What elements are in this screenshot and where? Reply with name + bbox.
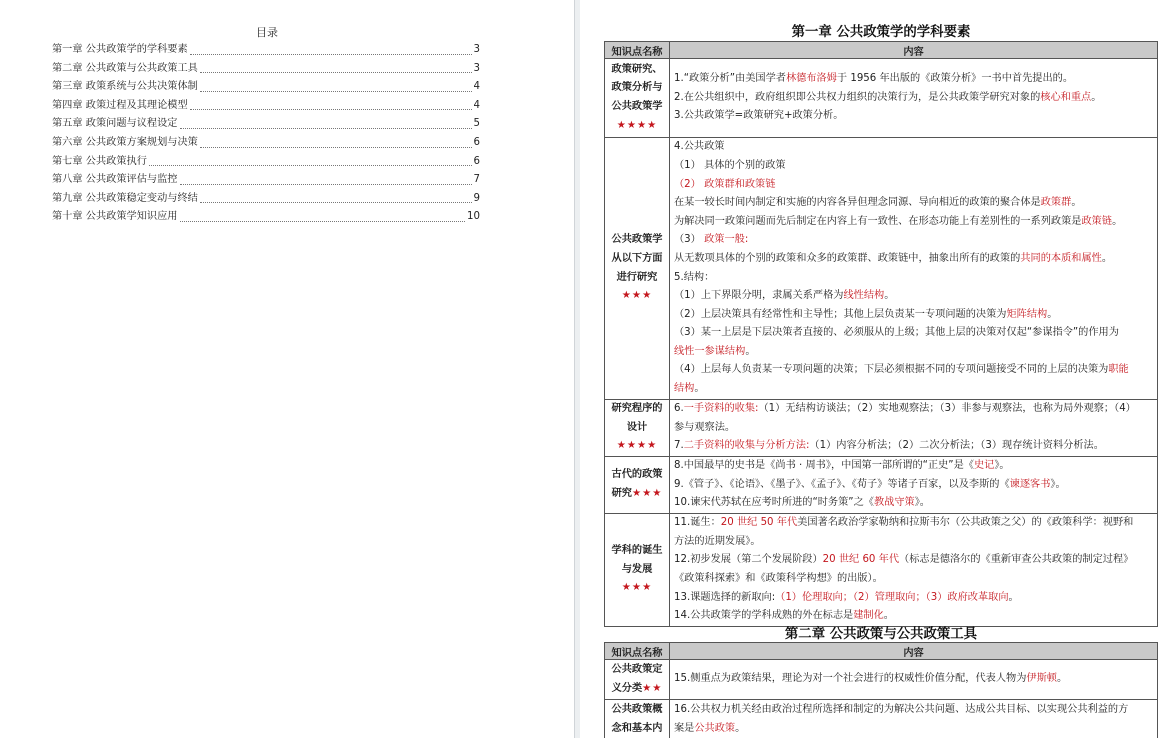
toc-entry-page: 5 — [473, 118, 480, 130]
toc-entry-page: 3 — [473, 62, 480, 74]
highlighted-text: 职能 — [1108, 364, 1129, 376]
content-line: 16.公共权力机关经由政治过程所选择和制定的为解决公共问题、达成公共目标、以实现公共利益的方 — [674, 703, 1129, 715]
table-row — [605, 400, 1158, 457]
topic-line: 设计 — [626, 421, 648, 433]
col-header-content: 内容 — [670, 643, 1158, 660]
content-cell — [670, 138, 1158, 400]
toc-leader-dots — [190, 108, 472, 110]
importance-stars: ★★★ — [631, 488, 663, 499]
content-text: （1）无结构访谈法；（2）实地观察法；（3）非参与观察法，也称为局外观察；（4） — [758, 403, 1136, 415]
content-text: 从无数项具体的个别的政策和众多的政策群、政策链中，抽象出所有的政策的 — [674, 252, 1021, 264]
content-line — [674, 551, 1153, 570]
highlighted-text: 史记 — [973, 460, 995, 472]
content-text: 于 1956 年出版的《政策分析》一书中首先提出的。 — [836, 73, 1074, 85]
highlighted-text: 谏逐客书 — [1009, 478, 1051, 490]
topic-line: 公共政策学 — [611, 234, 663, 246]
chapter-1-table — [604, 41, 1158, 627]
content-text: 11.诞生： — [674, 517, 721, 529]
content-line — [674, 70, 1153, 89]
content-line: （1） 具体的个别的政策 — [674, 159, 786, 171]
content-text: 。 — [1071, 197, 1082, 209]
highlighted-text: 核心和重点 — [1040, 91, 1092, 103]
toc-entry[interactable] — [52, 97, 480, 116]
content-text: 。 — [1101, 252, 1113, 264]
topic-line: 义分类 — [611, 682, 643, 694]
importance-stars: ★★★★ — [616, 119, 658, 131]
content-text: 》。 — [994, 460, 1010, 472]
content-text: 。 — [745, 345, 756, 357]
toc-leader-dots — [200, 90, 472, 92]
left-page — [0, 0, 574, 738]
importance-stars: ★★ — [642, 682, 663, 694]
toc-entry-label: 第五章 政策问题与议程设定 — [52, 118, 178, 130]
toc-entry-label: 第三章 政策系统与公共决策体制 — [52, 81, 198, 93]
highlighted-text: 公共政策 — [694, 722, 736, 734]
table-header-row — [605, 643, 1158, 660]
content-text: 。 — [1091, 91, 1102, 103]
content-line — [674, 361, 1153, 380]
content-cell — [670, 700, 1158, 738]
content-text: 15.侧重点为政策结果，理论为对一个社会进行的权威性价值分配，代表人物为 — [674, 673, 1027, 685]
content-text: （3） — [674, 234, 705, 246]
toc-entry-label: 第九章 公共政策稳定变动与终结 — [52, 192, 198, 204]
content-line — [674, 400, 1153, 419]
topic-line: 学科的诞生 — [611, 545, 663, 557]
toc-entry-page: 7 — [473, 174, 480, 186]
highlighted-text: 林德布洛姆 — [785, 73, 837, 85]
topic-line: 与发展 — [621, 563, 653, 575]
toc-leader-dots — [180, 127, 472, 129]
content-text: 13.课题选择的新取向: — [674, 591, 776, 603]
content-line: 5.结构： — [674, 271, 715, 283]
content-text: 6. — [674, 403, 684, 415]
highlighted-text: 建制化 — [853, 610, 884, 622]
content-line — [674, 670, 1153, 689]
topic-line: 公共政策概 — [611, 703, 663, 715]
topic-cell — [605, 59, 670, 138]
content-text: 。 — [884, 290, 895, 302]
toc-entry-page: 10 — [467, 211, 480, 223]
content-line — [674, 514, 1153, 533]
highlighted-text: 二手资料的收集与分析方法: — [683, 440, 810, 452]
content-text: 2.在公共组织中，政府组织即公共权力组织的决策行为，是公共政策学研究对象的 — [674, 91, 1041, 103]
highlighted-text: 伊斯顿 — [1026, 673, 1057, 685]
topic-line: 从以下方面 — [611, 252, 663, 264]
content-text: 。 — [694, 383, 705, 395]
table-header-row — [605, 42, 1158, 59]
highlighted-text: 一手资料的收集: — [683, 403, 759, 415]
content-line — [674, 720, 1153, 738]
importance-stars: ★★★ — [621, 290, 653, 302]
content-cell — [670, 400, 1158, 457]
content-text: 在某一较长时间内制定和实施的内容各异但理念同源、导向相近的政策的聚合体是 — [674, 197, 1041, 209]
table-row — [605, 138, 1158, 400]
toc-entry-page: 4 — [473, 81, 480, 93]
topic-cell — [605, 514, 670, 627]
toc-entry-label: 第一章 公共政策学的学科要素 — [52, 44, 188, 55]
highlighted-text: 20 世纪 50 年代 — [720, 517, 798, 529]
highlighted-text: 共同的本质和属性 — [1020, 252, 1102, 264]
content-text: 14.公共政策学的学科成熟的外在标志是 — [674, 610, 854, 622]
toc-leader-dots — [200, 71, 472, 73]
toc-entry[interactable] — [52, 115, 480, 134]
table-row — [605, 457, 1158, 514]
topic-line: 公共政策定 — [611, 663, 663, 675]
highlighted-text: 20 世纪 60 年代 — [822, 554, 900, 566]
toc-entry-label: 第六章 公共政策方案规划与决策 — [52, 136, 198, 148]
toc-leader-dots — [180, 183, 472, 185]
content-line — [674, 194, 1153, 213]
topic-line: 政策分析与 — [611, 82, 663, 94]
content-text: （1）内容分析法；（2）二次分析法；（3）现存统计资料分析法。 — [809, 440, 1104, 452]
toc-entry-page: 9 — [473, 192, 480, 204]
content-line — [674, 306, 1153, 325]
content-line — [674, 343, 1153, 362]
col-header-topic: 知识点名称 — [605, 643, 670, 660]
topic-line: 进行研究 — [616, 271, 658, 283]
toc-leader-dots — [180, 220, 466, 222]
importance-stars: ★★★ — [621, 582, 653, 594]
content-text: 。 — [1056, 673, 1068, 685]
toc-title: 目录 — [256, 26, 278, 39]
table-row — [605, 59, 1158, 138]
highlighted-text: 政策一般 — [704, 234, 745, 246]
content-cell — [670, 59, 1158, 138]
toc-entry-label: 第四章 政策过程及其理论模型 — [52, 99, 188, 111]
topic-line: 政策研究、 — [611, 63, 663, 75]
toc-entry[interactable] — [52, 153, 480, 172]
content-line: 参与观察法。 — [674, 421, 736, 433]
topic-line: 研究程序的 — [611, 403, 663, 415]
content-text: 。 — [735, 722, 746, 734]
table-row — [605, 700, 1158, 738]
table-row — [605, 514, 1158, 627]
toc-entry[interactable] — [52, 190, 480, 209]
chapter-2-title: 第二章 公共政策与公共政策工具 — [784, 627, 978, 642]
content-line — [674, 476, 1153, 495]
content-cell — [670, 514, 1158, 627]
toc-leader-dots — [190, 53, 472, 55]
content-text: 》。 — [914, 497, 930, 509]
chapter-1-title: 第一章 公共政策学的学科要素 — [791, 25, 971, 40]
toc-entry-label: 第二章 公共政策与公共政策工具 — [52, 62, 198, 74]
content-line — [674, 231, 1153, 250]
content-line — [674, 89, 1153, 108]
content-text: 7. — [674, 440, 684, 452]
content-line — [674, 437, 1153, 456]
topic-cell — [605, 138, 670, 400]
toc-entry[interactable] — [52, 78, 480, 97]
toc-entry-label: 第七章 公共政策执行 — [52, 155, 147, 167]
content-line — [674, 494, 1153, 513]
highlighted-text: : — [744, 234, 749, 246]
toc-entry-page: 4 — [473, 99, 480, 111]
content-text: 》。 — [1050, 478, 1066, 490]
content-line — [674, 250, 1153, 269]
topic-cell — [605, 660, 670, 700]
toc-entry[interactable] — [52, 171, 480, 190]
toc-entry-label: 第八章 公共政策评估与监控 — [52, 174, 178, 186]
content-line — [674, 589, 1153, 608]
content-line: （2） 政策群和政策链 — [674, 178, 776, 190]
content-text: （标志是德洛尔的《重新审查公共政策的制定过程》 — [899, 554, 1134, 566]
content-text: 10.谏宋代苏轼在应考时所进的“时务策”之《 — [674, 497, 874, 509]
topic-cell — [605, 700, 670, 738]
toc-entry-label: 第十章 公共政策学知识应用 — [52, 211, 178, 223]
content-text: 12.初步发展（第二个发展阶段） — [674, 554, 823, 566]
highlighted-text: 政策群 — [1040, 197, 1072, 209]
toc-entry[interactable] — [52, 208, 480, 227]
toc-entry[interactable] — [52, 41, 480, 60]
topic-cell — [605, 457, 670, 514]
highlighted-text: 政策链 — [1081, 215, 1113, 227]
topic-line: 研究 — [611, 488, 632, 499]
content-line: 方法的近期发展》。 — [674, 535, 761, 547]
content-text: 。 — [1008, 591, 1019, 603]
content-cell — [670, 457, 1158, 514]
content-text: 美国著名政治学家勒纳和拉斯韦尔（公共政策之父）的《政策科学：视野和 — [797, 517, 1134, 529]
highlighted-text: 线性结构 — [843, 290, 885, 302]
content-line — [674, 213, 1153, 232]
content-text: 为解决同一政策问题而先后制定在内容上有一致性、在形态功能上有差别性的一系列政策是 — [674, 215, 1082, 227]
topic-line: 古代的政策 — [611, 469, 663, 481]
content-cell — [670, 660, 1158, 700]
content-line — [674, 380, 1153, 399]
toc-leader-dots — [200, 201, 472, 203]
content-text: 。 — [1047, 308, 1058, 320]
col-header-topic: 知识点名称 — [605, 42, 670, 59]
highlighted-text: 教战守策 — [873, 497, 915, 509]
content-line: 《政策科探索》和《政策科学构想》的出版）。 — [674, 573, 883, 584]
importance-stars: ★★★★ — [616, 440, 658, 452]
content-text: 8.中国最早的史书是《尚书 · 周书》，中国第一部所谓的“正史”是《 — [674, 460, 974, 472]
toc-entry[interactable] — [52, 60, 480, 79]
content-text: 。 — [1112, 215, 1123, 227]
topic-cell — [605, 400, 670, 457]
toc-entry-page: 3 — [473, 44, 480, 55]
content-line: 4.公共政策 — [674, 141, 725, 153]
content-text: 案是 — [674, 722, 695, 734]
toc-entry-page: 6 — [473, 155, 480, 167]
highlighted-text: 结构 — [674, 383, 695, 395]
content-text: （2）上层决策具有经常性和主导性；其他上层负责某一专项问题的决策为 — [674, 308, 1007, 320]
content-text: 9.《管子》、《论语》、《墨子》、《孟子》、《荀子》等诸子百家，以及李斯的《 — [674, 478, 1010, 490]
content-line — [674, 287, 1153, 306]
toc-list — [52, 41, 480, 227]
toc-leader-dots — [200, 146, 472, 148]
content-line: （3）某一上层是下层决策者直接的、必须服从的上级；其他上层的决策对仅起“参谋指令”的作用为 — [674, 327, 1119, 339]
content-line: 3.公共政策学=政策研究+政策分析。 — [674, 110, 844, 122]
highlighted-text: 线性一参谋结构 — [674, 345, 746, 357]
content-text: （1）上下界限分明，隶属关系严格为 — [674, 290, 844, 302]
topic-line: 公共政策学 — [611, 101, 663, 112]
col-header-content: 内容 — [670, 42, 1158, 59]
chapter-2-table — [604, 642, 1158, 738]
right-page — [580, 0, 1174, 738]
highlighted-text: 矩阵结构 — [1006, 308, 1048, 320]
content-text: （4）上层每人负责某一专项问题的决策；下层必须根据不同的专项问题接受不同的上层的决策为 — [674, 364, 1109, 376]
table-row — [605, 660, 1158, 700]
highlighted-text: （1）伦理取向；（2）管理取向；（3）政府改革取向 — [775, 591, 1009, 603]
toc-entry-page: 6 — [473, 136, 480, 148]
content-text: 1.“政策分析”由美国学者 — [674, 73, 786, 85]
toc-entry[interactable] — [52, 134, 480, 153]
topic-line: 念和基本内 — [611, 722, 663, 734]
content-text: 。 — [883, 610, 894, 622]
content-line — [674, 457, 1153, 476]
toc-leader-dots — [149, 164, 472, 166]
